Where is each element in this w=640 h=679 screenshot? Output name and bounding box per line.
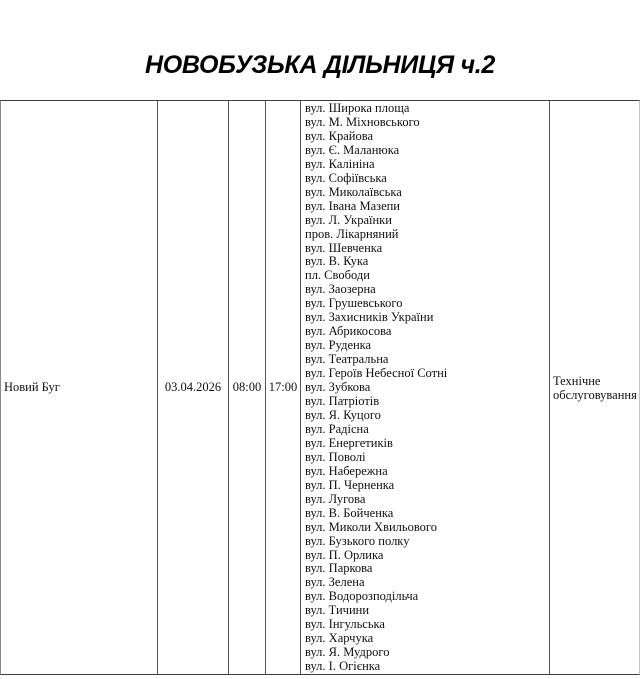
outage-date: 03.04.2026 bbox=[164, 380, 222, 394]
street-item: вул. Абрикосова bbox=[305, 324, 392, 339]
outage-schedule-table bbox=[0, 100, 640, 675]
street-item: вул. Миколаївська bbox=[305, 184, 402, 199]
street-item: вул. Заозерна bbox=[305, 282, 376, 297]
table-cell-streets bbox=[301, 101, 550, 674]
street-item: вул. Крайова bbox=[305, 128, 374, 143]
street-item: вул. Паркова bbox=[305, 561, 373, 576]
start-time: 08:00 bbox=[232, 380, 262, 394]
street-item: вул. Шевченка bbox=[305, 240, 383, 255]
street-item: вул. Енергетиків bbox=[305, 435, 393, 450]
street-item: вул. Миколи Хвильового bbox=[305, 519, 437, 534]
street-item: вул. Захисників України bbox=[305, 310, 434, 325]
street-item: вул. Зубкова bbox=[305, 380, 371, 395]
street-item: пл. Свободи bbox=[305, 268, 370, 283]
street-item: вул. Калініна bbox=[305, 156, 375, 171]
street-item: вул. Я. Куцого bbox=[305, 407, 381, 422]
street-item: пров. Лікарняний bbox=[305, 226, 399, 241]
street-item: вул. В. Кука bbox=[305, 254, 369, 269]
street-item: вул. Поволі bbox=[305, 449, 366, 464]
table-cell-reason bbox=[550, 101, 639, 674]
table-cell-location bbox=[1, 101, 158, 674]
end-time: 17:00 bbox=[268, 380, 298, 394]
street-item: вул. Харчука bbox=[305, 631, 374, 646]
street-item: вул. Грушевського bbox=[305, 296, 403, 311]
street-item: вул. Івана Мазепи bbox=[305, 198, 401, 213]
street-item: вул. В. Бойченка bbox=[305, 505, 394, 520]
street-item: вул. Героїв Небесної Сотні bbox=[305, 366, 448, 381]
outage-reason: Технічне обслуговування bbox=[553, 373, 637, 402]
street-item: вул. Софіївська bbox=[305, 170, 387, 185]
street-item: вул. Тичини bbox=[305, 603, 370, 618]
street-item: вул. Є. Маланюка bbox=[305, 142, 400, 157]
table-cell-start-time bbox=[229, 101, 266, 674]
street-item: вул. Радісна bbox=[305, 421, 369, 436]
street-item: вул. М. Міхновського bbox=[305, 114, 420, 129]
street-item: вул. Л. Українки bbox=[305, 212, 392, 227]
street-item: вул. Водорозподільча bbox=[305, 589, 419, 604]
table-cell-end-time bbox=[266, 101, 301, 674]
street-item: вул. І. Огієнка bbox=[305, 659, 381, 674]
street-item: вул. Я. Мудрого bbox=[305, 645, 390, 660]
location-label: Новий Буг bbox=[4, 380, 60, 394]
street-item: вул. Інгульська bbox=[305, 617, 385, 632]
street-item: вул. П. Орлика bbox=[305, 547, 384, 562]
street-item: вул. Патріотів bbox=[305, 394, 380, 409]
table-cell-date bbox=[158, 101, 229, 674]
street-item: вул. Руденка bbox=[305, 338, 372, 353]
street-item: вул. Лугова bbox=[305, 491, 366, 506]
street-item: вул. Набережна bbox=[305, 463, 388, 478]
street-item: вул. Театральна bbox=[305, 352, 389, 367]
street-item: вул. П. Черненка bbox=[305, 477, 395, 492]
street-item: вул. Зелена bbox=[305, 575, 365, 590]
street-item: вул. Бузького полку bbox=[305, 533, 410, 548]
street-item: вул. Широка площа bbox=[305, 101, 410, 115]
page-title: НОВОБУЗЬКА ДІЛЬНИЦЯ ч.2 bbox=[144, 51, 496, 79]
